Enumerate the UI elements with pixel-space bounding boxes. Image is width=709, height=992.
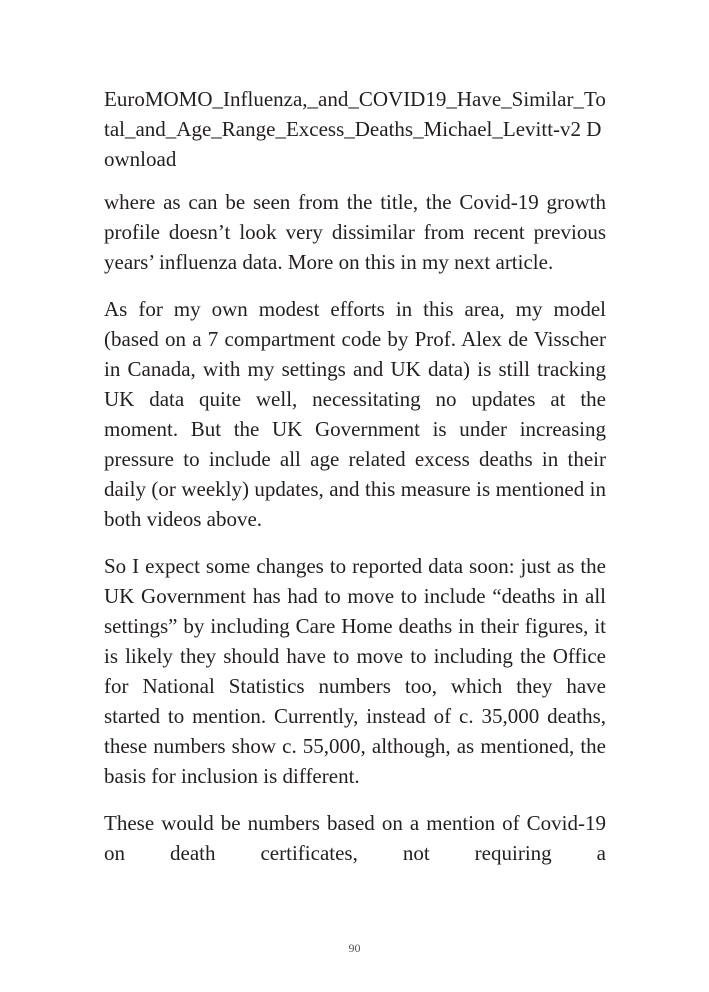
paragraph-model-efforts: As for my own modest efforts in this area, my model (based on a 7 compartment code by Prof. Alex de Visscher in Canada, with my settings and UK data) is still tracking UK data quite well, necessitating no updates at the moment. But the UK Government is under increasing pressure to include all age related excess deaths in their daily (or weekly) updates, and this measure is mentioned in both videos above.	[104, 297, 606, 531]
download-line	[104, 84, 606, 174]
paragraph-title-discussion: where as can be seen from the title, the Covid-19 growth profile doesn’t look very dissimilar from recent previous years’ influenza data. More on this in my next article.	[104, 190, 606, 274]
download-link[interactable]: Download	[104, 117, 602, 171]
page-number: 90	[348, 941, 361, 955]
page-body	[104, 84, 606, 885]
paragraph-death-certificates: These would be numbers based on a mention of Covid-19 on death certificates, not requiring a	[104, 811, 606, 865]
download-filename: EuroMOMO_Influenza,_and_COVID19_Have_Similar_Total_and_Age_Range_Excess_Deaths_Michael_Levitt-v2	[104, 87, 606, 141]
paragraph-expected-changes: So I expect some changes to reported data soon: just as the UK Government has had to move to include “deaths in all settings” by including Care Home deaths in their figures, it is likely they should have to move to including the Office for National Statistics numbers too, which they have started to mention. Currently, instead of c. 35,000 deaths, these numbers show c. 55,000, although, as mentioned, the basis for inclusion is different.	[104, 554, 606, 788]
